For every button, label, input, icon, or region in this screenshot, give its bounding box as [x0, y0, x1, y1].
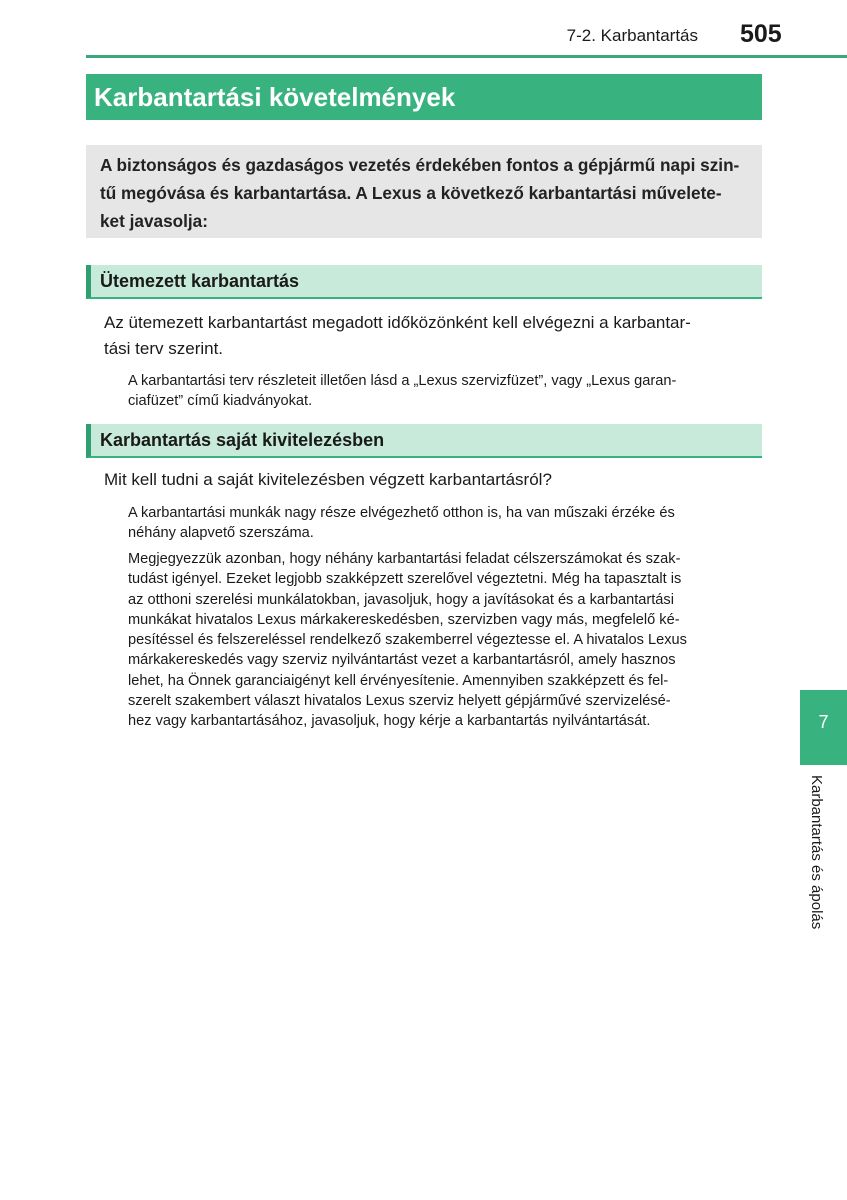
page-title: Karbantartási követelmények [86, 74, 762, 120]
note-line: márkakereskedés vagy szerviz nyilvántartást vezet a karbantartásról, amely hasznos [128, 652, 676, 669]
intro-line: ket javasolja: [100, 211, 208, 231]
section-heading: Karbantartás saját kivitelezésben [86, 424, 762, 458]
note-line: néhány alapvető szerszáma. [128, 525, 314, 542]
note [128, 503, 675, 544]
note-line: az otthoni szerelési munkálatokban, javasoljuk, hogy a javításokat és a karbantartási [128, 591, 674, 608]
intro-line: tű megóvása és karbantartása. A Lexus a következő karbantartási művelete- [100, 183, 722, 203]
intro-box [86, 145, 762, 238]
intro-line: A biztonságos és gazdaságos vezetés érdekében fontos a gépjármű napi szin- [100, 155, 740, 175]
body-line: tási terv szerint. [104, 339, 224, 358]
chapter-tab-label: Karbantartás és ápolás [808, 775, 825, 930]
page-number: 505 [740, 20, 782, 48]
note [128, 371, 676, 412]
note-line: lehet, ha Önnek garanciaigényt kell érvényesítenie. Amennyiben szakképzett és fel- [128, 672, 669, 689]
note-line: pesítéssel és felszereléssel rendelkező szakemberrel végeztesse el. A hivatalos Lexus [128, 632, 687, 649]
note-line: ciafüzet” című kiadványokat. [128, 393, 313, 410]
note-line: Megjegyezzük azonban, hogy néhány karbantartási feladat célszerszámokat és szak- [128, 551, 681, 567]
note-line: hez vagy karbantartásához, javasoljuk, hogy kérje a karbantartás nyilvántartását. [128, 713, 651, 730]
note-line: munkákat hivatalos Lexus márkakereskedésben, szervizben vagy más, megfelelő ké- [128, 611, 680, 628]
body-line: Mit kell tudni a saját kivitelezésben végzett karbantartásról? [104, 470, 552, 489]
section-body [104, 310, 691, 362]
section-header: 7-2. Karbantartás [566, 26, 698, 45]
header-rule [86, 55, 847, 58]
note-line: szerelt szakembert választ hivatalos Lexus szerviz helyett gépjárművé szervizelésé- [128, 693, 671, 710]
note [128, 549, 687, 732]
chapter-tab: 7 [800, 690, 847, 765]
body-line: Az ütemezett karbantartást megadott időközönként kell elvégezni a karbantar- [104, 313, 691, 332]
note-line: tudást igényel. Ezeket legjobb szakképzett szerelővel végeztetni. Még ha tapasztalt is [128, 571, 682, 588]
section-heading: Ütemezett karbantartás [86, 265, 762, 299]
note-line: A karbantartási terv részleteit illetően lásd a „Lexus szervizfüzet”, vagy „Lexus garan- [128, 373, 677, 389]
section-body [104, 467, 552, 493]
note-line: A karbantartási munkák nagy része elvégezhető otthon is, ha van műszaki érzéke és [128, 505, 675, 521]
